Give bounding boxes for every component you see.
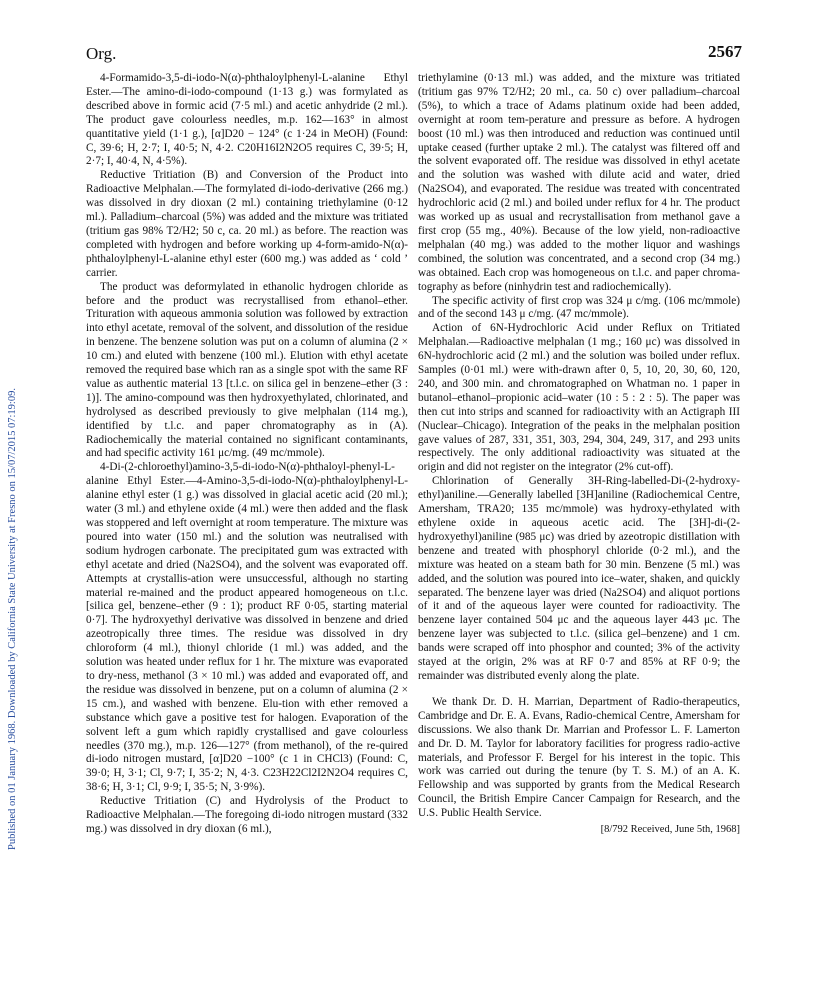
paragraph: The specific activity of first crop was 324 μ c/mg. (106 mc/mmole) and of the second 143 μ c/mg. (47 mc/mmole). [418, 294, 740, 321]
left-column [86, 72, 408, 837]
paragraph: Reductive Tritiation (C) and Hydrolysis of the Product to Radioactive Melphalan.—The foregoing di-iodo nitrogen mustard (332 mg.) was dissolved in dry dioxan (6 ml.), [86, 795, 408, 835]
download-notice: Published on 01 January 1968. Downloaded by California State University at Fresno on 15/07/2015 07:19:09. [7, 388, 18, 850]
paragraph: Action of 6N-Hydrochloric Acid under Reflux on Tritiated Melphalan.—Radioactive melphalan (1 mg.; 160 μc) was dissolved in 6N-hydrochloric acid (2 ml.) and the solution was boiled under reflux. Samples (0·01 ml.) were with-drawn after 0, 5, 10, 20, 30, 60, 120, 240, and 300 min. and chromatographed on Whatman no. 1 paper in butanol–ethanol–propionic acid–water (10 : 5 : 2 : 5). The paper was then cut into strips and scanned for radioactivity with an Actigraph III (Nuclear–Chicago). Integration of the peaks in the melphalan position gave values of 287, 331, 351, 303, 294, 304, 249, 317, and 293 units respectively. The only additional radioactivity was situated at the origin and did not register on the integrator (2% cut-off). [418, 322, 740, 474]
paragraph: 4-Formamido-3,5-di-iodo-N(α)-phthaloylphenyl-L-alanine Ethyl Ester.—The amino-di-iodo-compound (1·13 g.) was formylated as described above in formic acid (7·5 ml.) and acetic anhydride (2 ml.). The product gave colourless needles, m.p. 162—163° in almost quantitative yield (1·1 g.), [α]D20 − 124° (c 1·24 in MeOH) (Found: C, 39·6; H, 2·7; I, 40·5; N, 4·2. C20H16I2N2O5 requires C, 39·5; H, 2·7; I, 40·4, N, 4·5%). [86, 72, 408, 168]
received-note: [8/792 Received, June 5th, 1968] [600, 824, 740, 836]
paragraph: The product was deformylated in ethanolic hydrogen chloride as before and the product was recrystallised from ethanol–ether. Trituration with aqueous ammonia solution was followed by extraction into ethyl acetate, removal of the solvent, and dissolution of the residue in benzene. The benzene solution was put on a column of alumina (2 × 10 cm.) and eluted with benzene (100 ml.). Elution with ethyl acetate removed the required base which ran as a single spot with the same RF value as authentic material 13 [t.l.c. on silica gel in benzene–ether (3 : 1)]. The amino-compound was then hydroxyethylated, chlorinated, and hydrolysed as described previously to give melphalan (114 mg.), identified by t.l.c. and paper chromatography as in (A). Radiochemically the material contained no significant contaminants, and had specific activity 161 μc/mg. (49 mc/mmole). [86, 280, 408, 460]
journal-section: Org. [86, 44, 117, 63]
paragraph: triethylamine (0·13 ml.) was added, and the mixture was tritiated (tritium gas 97% T2/H2; 20 ml., ca. 50 c) over palladium–charcoal (5%), to which a trace of Adams platinum oxide had been added, overnight at room tem-perature and pressure as before. A hydrogen boost (10 ml.) was then introduced and reduction was continued until uptake ceased (further uptake 2 ml.). The catalyst was filtered off and the solvent evaporated off. The residue was dissolved in ethyl acetate and the solution was washed with dilute acid and water, dried (Na2SO4), and evaporated. The residue was treated with concentrated hydrochloric acid (2 ml.) and boiled under reflux for 4 hr. The product was worked up as usual and recrystallisation from methanol gave a first crop (55 mg., 40%). Because of the low yield, non-radioactive melphalan (40 mg.) was added to the mother liquor and washings combined, the solution was concentrated, and a second crop (34 mg.) was obtained. Each crop was homogeneous on t.l.c. and paper chroma-tography as before (ninhydrin test and radiochemically). [418, 72, 740, 293]
paragraph: Chlorination of Generally 3H-Ring-labelled-Di-(2-hydroxy-ethyl)aniline.—Generally labelled [3H]aniline (Radiochemical Centre, Amersham, TRA20; 135 mc/mmole) was hydroxy-ethylated with ethylene oxide in aqueous acetic acid. The [3H]-di-(2-hydroxyethyl)aniline (985 μc) was dried by azeotropic distillation with benzene and treated with phosphoryl chloride (0·2 ml.), and the mixture was heated on a steam bath for 30 min. Benzene (5 ml.) was added, and the solution was poured into ice–water, shaken, and quickly separated. The benzene layer was dried (Na2SO4) and aliquot portions of it and of the aqueous layer were counted for radioactivity. The benzene layer contained 504 μc and the aqueous layer 443 μc. The benzene layer was subjected to t.l.c. (silica gel–benzene) and 1 cm. bands were scraped off into phosphor and counted; 3% of the activity stayed at the origin, 2% was at RF 0·7 and 85% at RF 0·9; the remainder was distributed evenly along the plate. [418, 475, 740, 682]
paragraph: 4-Di-(2-chloroethyl)amino-3,5-di-iodo-N(α)-phthaloyl-phenyl-L-alanine Ethyl Ester.—4-Amino-3,5-di-iodo-N(α)-phthaloylphenyl-L-alanine ethyl ester (1 g.) was dissolved in glacial acetic acid (20 ml.); water (3 ml.) and ethylene oxide (4 ml.) were then added and the flask was stoppered and left overnight at room temperature. The mixture was poured into water (150 ml.) and the solution was neutralised with sodium hydrogen carbonate. The precipitated gum was extracted with ethyl acetate and dried (Na2SO4), and the solvent was evaporated off. Attempts at crystallis-ation were unsuccessful, although no starting material re-mained and the product appeared homogeneous on t.l.c. [silica gel, benzene–ether (9 : 1); product RF 0·05, starting material 0·7]. The hydroxyethyl derivative was dissolved in benzene and dried azeotropically three times. The residue was dissolved in dry chloroform (4 ml.), thionyl chloride (1 ml.) was added, and the solution was heated under reflux for 1 hr. The mixture was evaporated to dry-ness, methanol (3 × 10 ml.) was added and evaporated off, and the residue was dissolved in benzene, put on a column of alumina (2 × 15 cm.), and washed with benzene. Elu-tion with ether removed a substance which gave a positive test for halogen. Evaporation of the solvent left a gum which rapidly crystallised and gave colourless needles (370 mg.), m.p. 126—127° (from methanol), of the re-quired di-iodo nitrogen mustard, [α]D20 −100° (c 1 in CHCl3) (Found: C, 39·0; H, 3·1; Cl, 9·7; I, 35·2; N, 4·3. C23H22Cl2I2N2O4 requires C, 38·6; H, 3·1; Cl, 9·9; I, 35·5; N, 3·9%). [86, 461, 408, 794]
right-column [418, 72, 740, 837]
page-number: 2567 [708, 42, 742, 61]
acknowledgements: We thank Dr. D. H. Marrian, Department of Radio-therapeutics, Cambridge and Dr. E. A. Evans, Radio-chemical Centre, Amersham for discussions. We also thank Dr. Marrian and Professor L. F. Lamerton and Dr. D. M. Taylor for laboratory facilities for progress radio-active materials, and Professor F. Bergel for his interest in the topic. This work was carried out during the tenure (by T. S. M.) of an A. K. Fellowship and was supported by grants from the Medical Research Council, the British Empire Cancer Campaign for Research, and the U.S. Public Health Service. [418, 695, 740, 820]
paragraph: Reductive Tritiation (B) and Conversion of the Product into Radioactive Melphalan.—The formylated di-iodo-derivative (266 mg.) was dissolved in dry dioxan (2 ml.) containing triethylamine (0·12 ml.). Palladium–charcoal (5%) was added and the mixture was tritiated (tritium gas 98% T2/H2; 50 c, ca. 20 ml.) as before. The reaction was completed with hydrogen and before working up 4-form-amido-N(α)-phthaloylphenyl-L-alanine ethyl ester (600 mg.) was added as ‘ cold ’ carrier. [86, 169, 408, 279]
